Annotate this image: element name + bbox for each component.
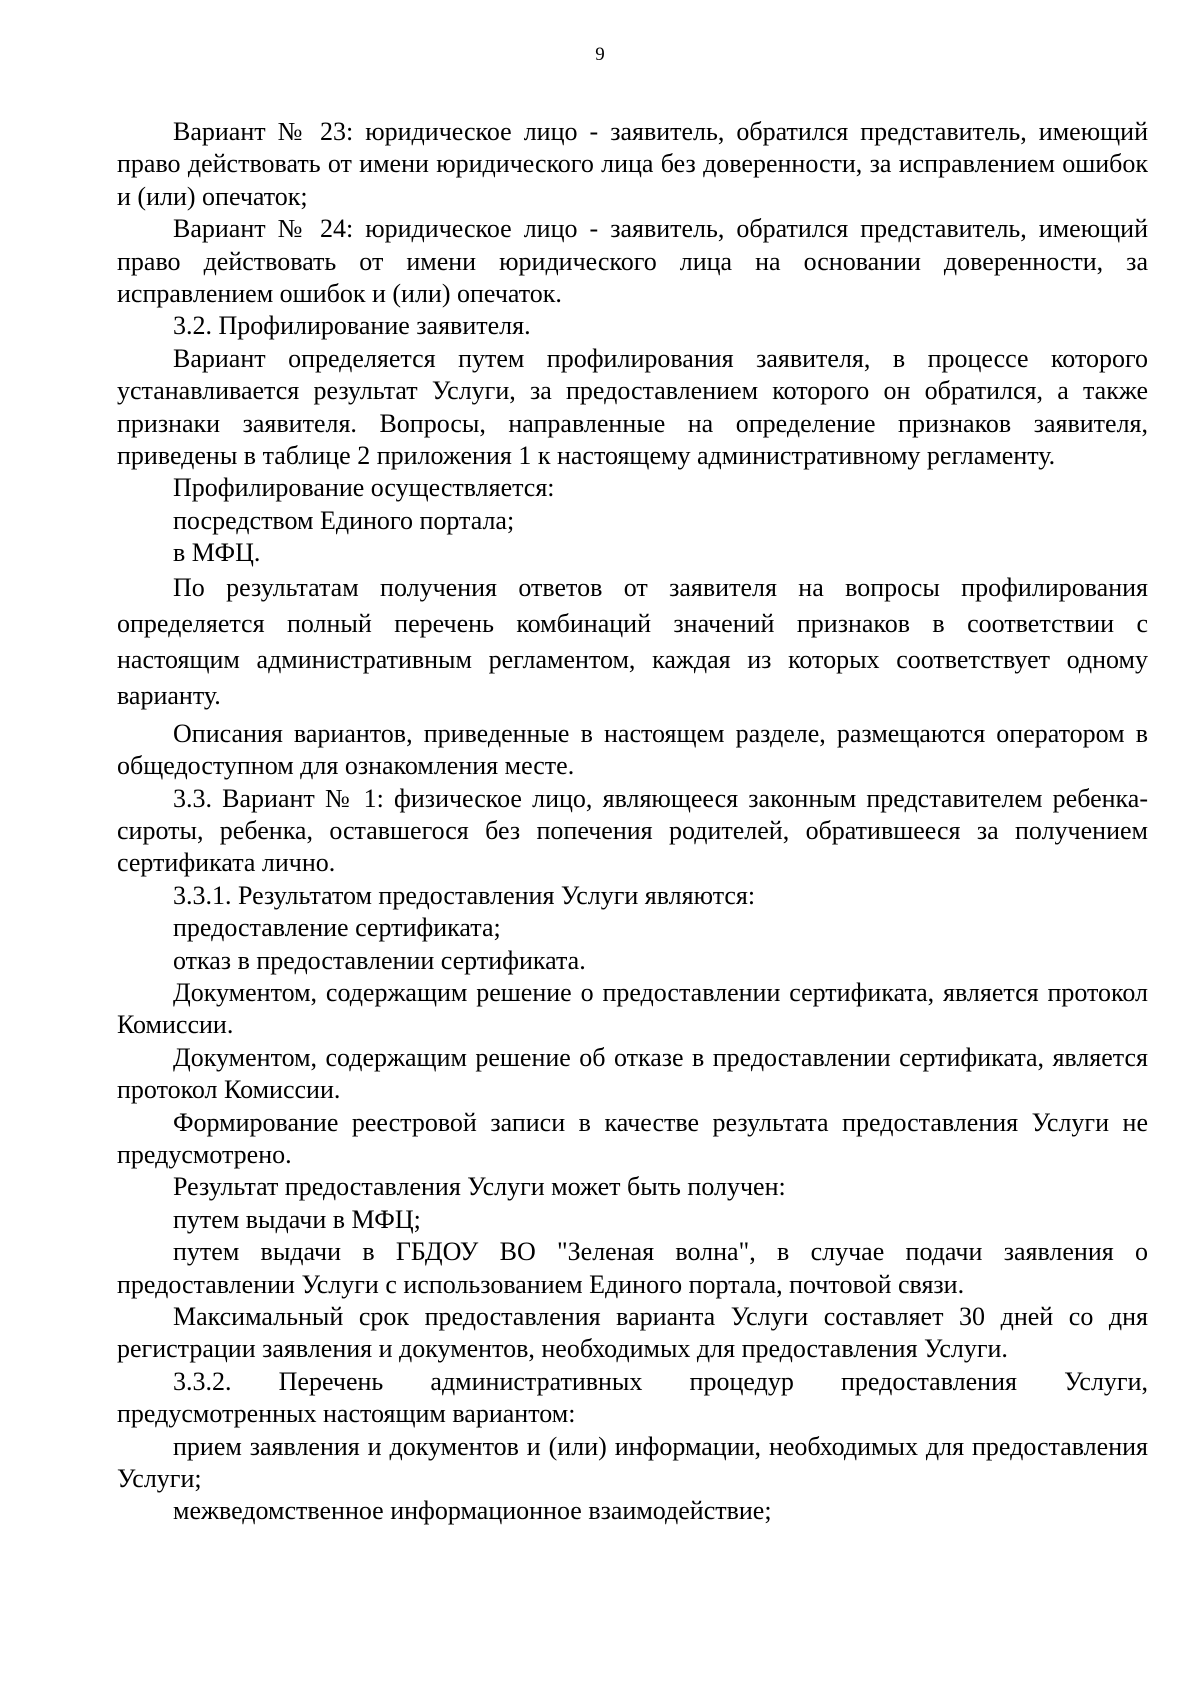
page-number: 9 <box>595 44 605 65</box>
paragraph: Вариант № 24: юридическое лицо - заявитель, обратился представитель, имеющий право действовать от имени юридического лица на основании доверенности, за исправлением ошибок и (или) опечаток. <box>117 214 1148 309</box>
paragraph: Формирование реестровой записи в качестве результата предоставления Услуги не предусмотрено. <box>117 1107 1148 1169</box>
paragraph: 3.3.2. Перечень административных процедур предоставления Услуги, предусмотренных настоящим вариантом: <box>117 1366 1148 1429</box>
paragraph: 3.3.1. Результатом предоставления Услуги являются: <box>173 880 756 910</box>
document-body <box>117 116 1148 1528</box>
paragraph: отказ в предоставлении сертификата. <box>173 945 586 975</box>
paragraph: 3.3. Вариант № 1: физическое лицо, являющееся законным представителем ребенка-сироты, ребенка, оставшегося без попечения родителей, обратившееся за получением сертификата лично. <box>117 783 1148 878</box>
paragraph: межведомственное информационное взаимодействие; <box>173 1496 772 1526</box>
paragraph: в МФЦ. <box>173 538 261 568</box>
paragraph: Документом, содержащим решение об отказе в предоставлении сертификата, является протокол Комиссии. <box>117 1042 1148 1105</box>
paragraph: Вариант № 23: юридическое лицо - заявитель, обратился представитель, имеющий право действовать от имени юридического лица без доверенности, за исправлением ошибок и (или) опечаток; <box>117 117 1148 211</box>
paragraph: Результат предоставления Услуги может быть получен: <box>173 1172 786 1202</box>
paragraph: 3.2. Профилирование заявителя. <box>173 311 531 341</box>
paragraph: Профилирование осуществляется: <box>173 473 555 503</box>
paragraph: По результатам получения ответов от заявителя на вопросы профилирования определяется полный перечень комбинаций значений признаков в соответствии с настоящим административным регламентом, каждая из которых соответствует одному варианту. <box>117 572 1148 710</box>
paragraph: путем выдачи в ГБДОУ ВО "Зеленая волна", в случае подачи заявления о предоставлении Услуги с использованием Единого портала, почтовой связи. <box>117 1237 1148 1299</box>
paragraph: Описания вариантов, приведенные в настоящем разделе, размещаются оператором в общедоступном для ознакомления месте. <box>117 718 1148 781</box>
paragraph: прием заявления и документов и (или) информации, необходимых для предоставления Услуги; <box>117 1431 1148 1494</box>
paragraph: путем выдачи в МФЦ; <box>173 1204 421 1234</box>
paragraph: посредством Единого портала; <box>173 505 515 535</box>
paragraph: предоставление сертификата; <box>173 913 501 943</box>
paragraph: Документом, содержащим решение о предоставлении сертификата, является протокол Комиссии. <box>117 977 1148 1040</box>
paragraph: Вариант определяется путем профилирования заявителя, в процессе которого устанавливается результат Услуги, за предоставлением которого он обратился, а также признаки заявителя. Вопросы, направленные на определение признаков заявителя, приведены в таблице 2 приложения 1 к настоящему административному регламенту. <box>117 343 1148 471</box>
paragraph: Максимальный срок предоставления варианта Услуги составляет 30 дней со дня регистрации заявления и документов, необходимых для предоставления Услуги. <box>117 1302 1148 1364</box>
